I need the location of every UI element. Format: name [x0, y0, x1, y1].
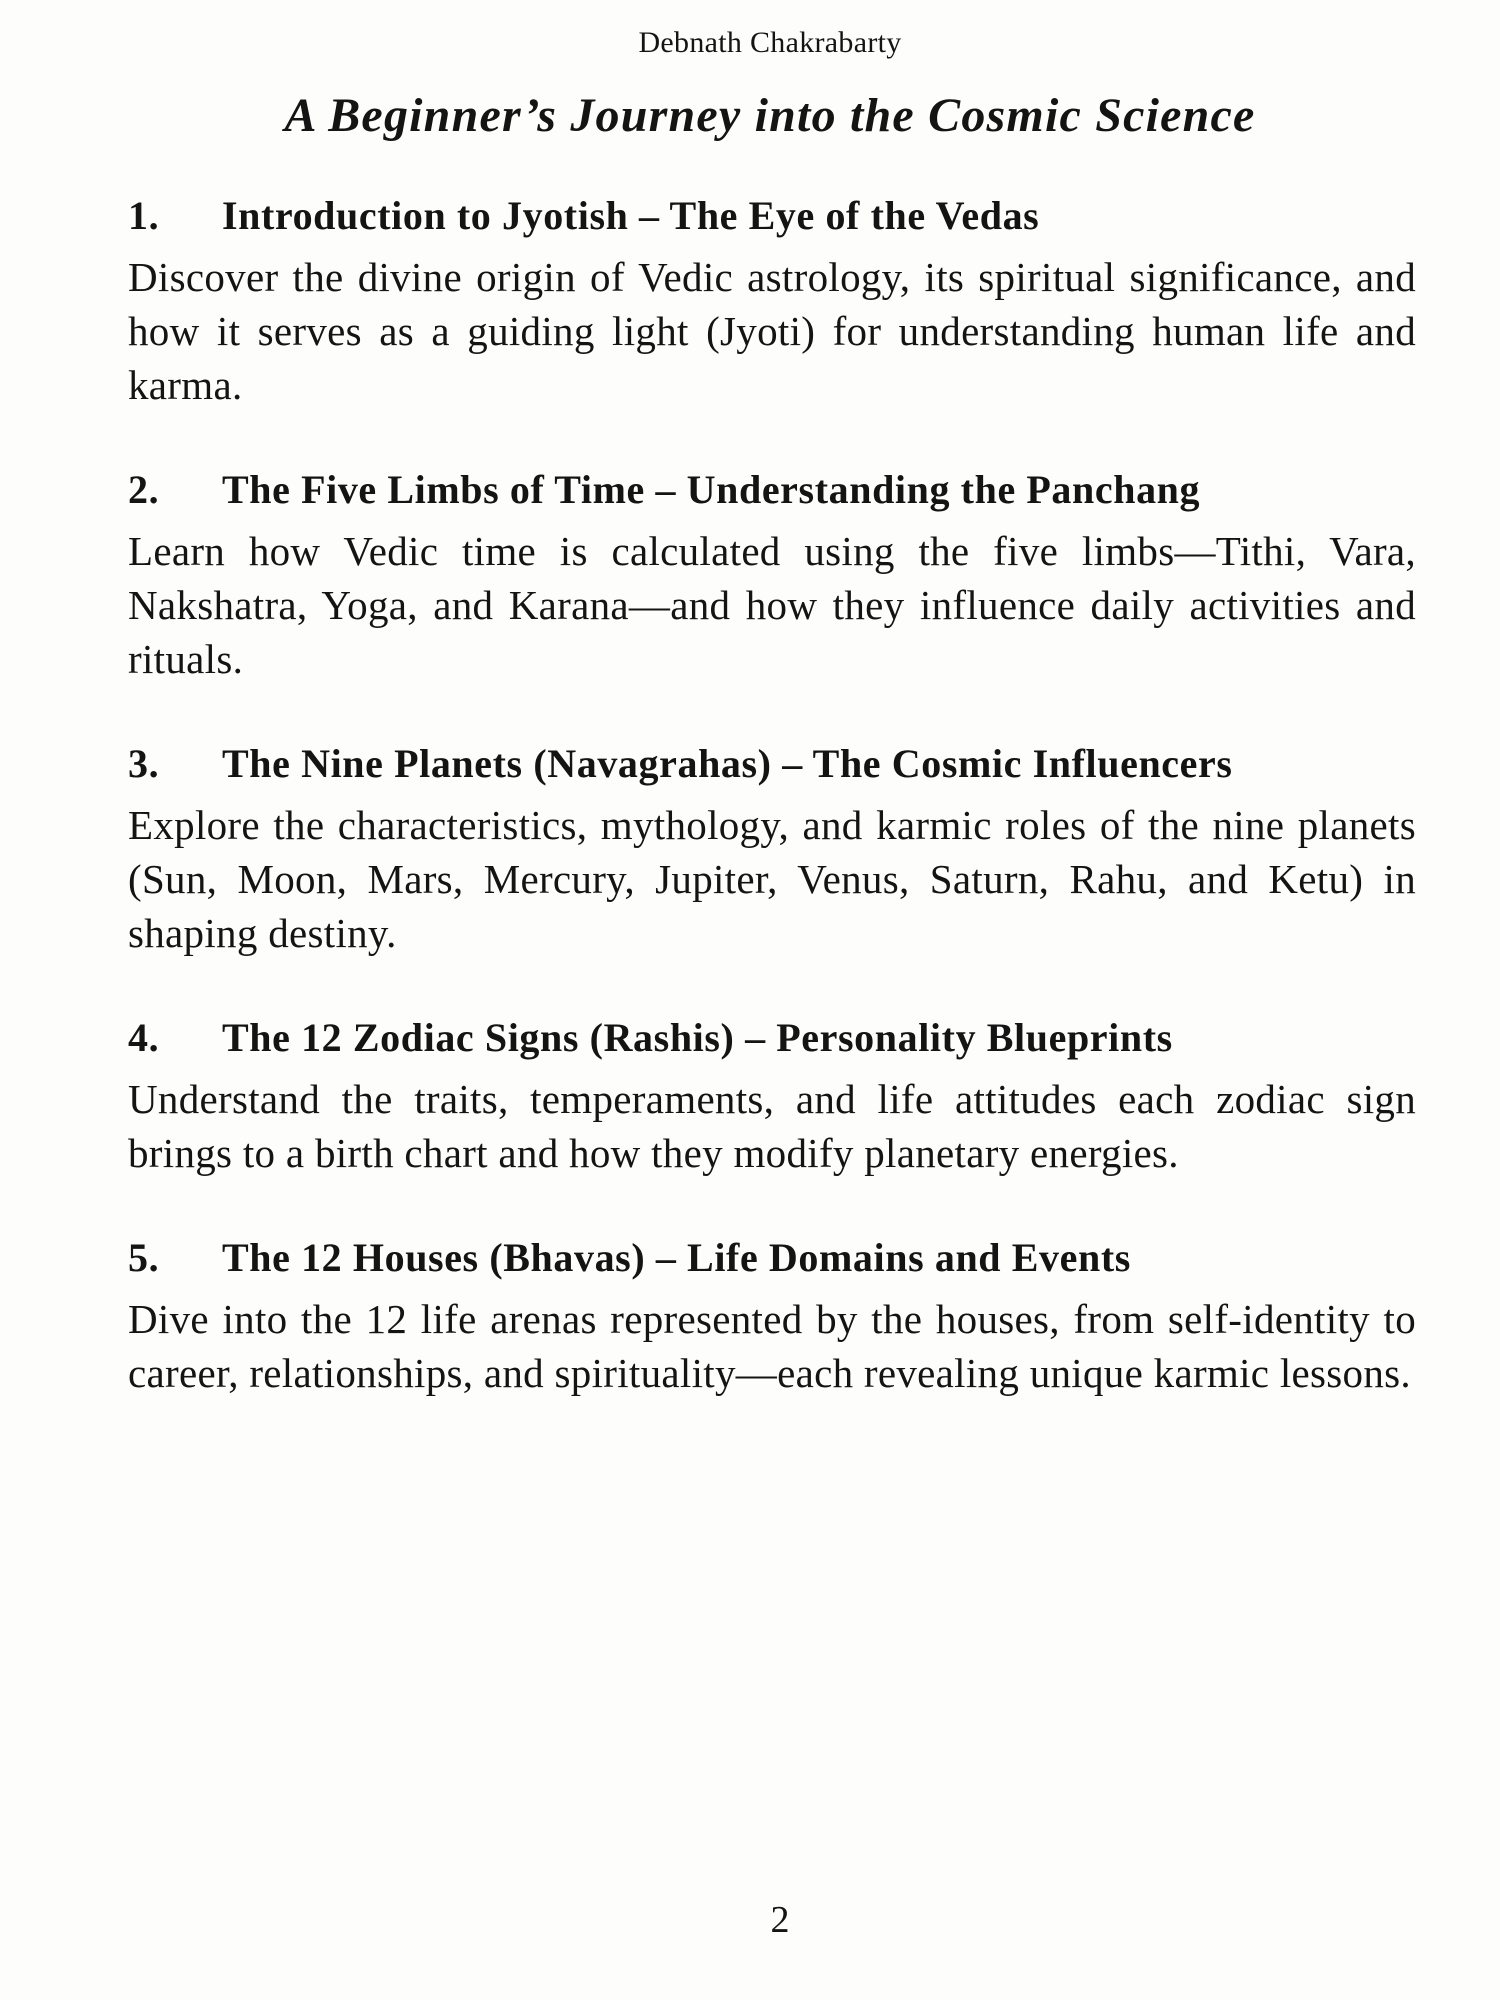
chapter-title: The 12 Zodiac Signs (Rashis) – Personality Blueprints	[222, 1015, 1173, 1060]
chapter-description: Understand the traits, temperaments, and life attitudes each zodiac sign brings to a birth chart and how they modify planetary energies.	[128, 1076, 1416, 1176]
chapter-heading	[128, 188, 1416, 244]
chapter-description: Learn how Vedic time is calculated using the five limbs—Tithi, Vara, Nakshatra, Yoga, and Karana—and how they influence daily activities and rituals.	[128, 528, 1416, 682]
chapter-list	[128, 188, 1416, 1450]
chapter-description: Dive into the 12 life arenas represented by the houses, from self-identity to career, relationships, and spirituality—each revealing unique karmic lessons.	[128, 1296, 1416, 1396]
chapter-section-2	[128, 462, 1416, 686]
chapter-title: The Nine Planets (Navagrahas) – The Cosmic Influencers	[222, 741, 1233, 786]
chapter-description: Discover the divine origin of Vedic astrology, its spiritual significance, and how it serves as a guiding light (Jyoti) for understanding human life and karma.	[128, 254, 1416, 408]
chapter-heading	[128, 462, 1416, 518]
chapter-number: 1.	[128, 193, 160, 238]
chapter-number: 5.	[128, 1235, 160, 1280]
page-number: 2	[770, 1899, 790, 1941]
running-header-author: Debnath Chakrabarty	[638, 26, 902, 59]
chapter-section-3	[128, 736, 1416, 960]
chapter-section-4	[128, 1010, 1416, 1180]
chapter-section-5	[128, 1230, 1416, 1400]
chapter-number: 3.	[128, 741, 160, 786]
chapter-title: Introduction to Jyotish – The Eye of the Vedas	[222, 193, 1040, 238]
chapter-section-1	[128, 188, 1416, 412]
chapter-number: 2.	[128, 467, 160, 512]
chapter-title: The 12 Houses (Bhavas) – Life Domains and Events	[222, 1235, 1131, 1280]
chapter-heading	[128, 1230, 1416, 1286]
chapter-number: 4.	[128, 1015, 160, 1060]
chapter-heading	[128, 1010, 1416, 1066]
chapter-description: Explore the characteristics, mythology, and karmic roles of the nine planets (Sun, Moon, Mars, Mercury, Jupiter, Venus, Saturn, Rahu, and Ketu) in shaping destiny.	[128, 802, 1416, 956]
chapter-title: The Five Limbs of Time – Understanding the Panchang	[222, 467, 1201, 512]
chapter-heading	[128, 736, 1416, 792]
book-title: A Beginner’s Journey into the Cosmic Science	[284, 89, 1256, 142]
